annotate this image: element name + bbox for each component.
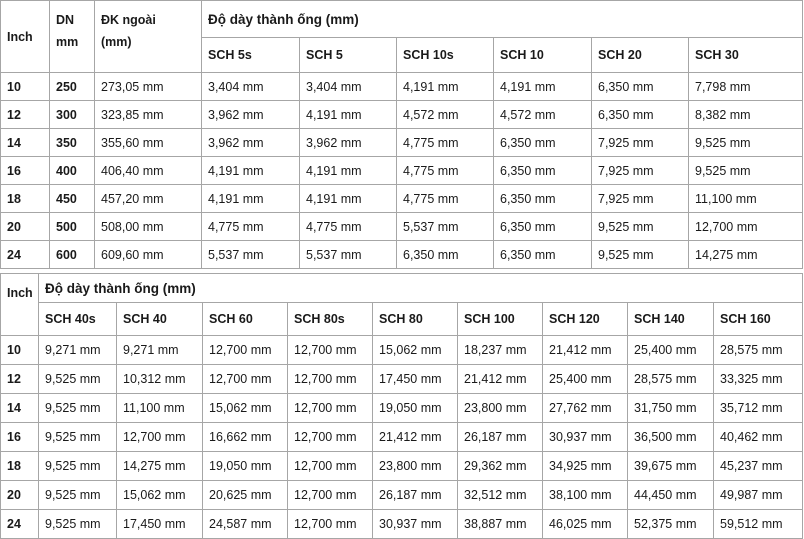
cell-thickness: 12,700 mm: [288, 336, 373, 365]
cell-thickness: 20,625 mm: [203, 481, 288, 510]
cell-thickness: 59,512 mm: [714, 510, 803, 539]
cell-thickness: 7,925 mm: [592, 157, 689, 185]
cell-thickness: 46,025 mm: [543, 510, 628, 539]
cell-inch: 14: [1, 129, 50, 157]
cell-thickness: 26,187 mm: [373, 481, 458, 510]
cell-thickness: 4,775 mm: [300, 213, 397, 241]
cell-thickness: 21,412 mm: [373, 423, 458, 452]
cell-thickness: 4,191 mm: [202, 157, 300, 185]
cell-inch: 14: [1, 394, 39, 423]
table-row: [1, 336, 803, 365]
cell-thickness: 17,450 mm: [117, 510, 203, 539]
cell-thickness: 4,191 mm: [300, 157, 397, 185]
cell-thickness: 4,775 mm: [397, 129, 494, 157]
cell-thickness: 9,525 mm: [592, 213, 689, 241]
cell-thickness: 23,800 mm: [458, 394, 543, 423]
cell-thickness: 32,512 mm: [458, 481, 543, 510]
cell-thickness: 35,712 mm: [714, 394, 803, 423]
pipe-thickness-table-2: [0, 273, 803, 539]
cell-thickness: 19,050 mm: [373, 394, 458, 423]
cell-thickness: 11,100 mm: [117, 394, 203, 423]
cell-thickness: 30,937 mm: [373, 510, 458, 539]
cell-inch: 18: [1, 185, 50, 213]
cell-thickness: 27,762 mm: [543, 394, 628, 423]
cell-outer-diameter: 323,85 mm: [95, 101, 202, 129]
cell-dn: 450: [50, 185, 95, 213]
header-sch: SCH 5: [300, 38, 397, 73]
table-row: [1, 452, 803, 481]
table-row: [1, 423, 803, 452]
group-title-thickness: Độ dày thành ống (mm): [39, 274, 803, 303]
cell-thickness: 9,525 mm: [689, 129, 803, 157]
cell-thickness: 23,800 mm: [373, 452, 458, 481]
header-sch: SCH 5s: [202, 38, 300, 73]
header-outer-diameter: [95, 1, 202, 73]
header-sch: SCH 140: [628, 303, 714, 336]
header-sch: SCH 100: [458, 303, 543, 336]
header-sch: SCH 160: [714, 303, 803, 336]
table-row: [1, 73, 803, 101]
cell-thickness: 25,400 mm: [628, 336, 714, 365]
pipe-thickness-table-1: [0, 0, 803, 269]
cell-thickness: 12,700 mm: [203, 336, 288, 365]
cell-thickness: 40,462 mm: [714, 423, 803, 452]
cell-thickness: 19,050 mm: [203, 452, 288, 481]
cell-thickness: 18,237 mm: [458, 336, 543, 365]
cell-dn: 250: [50, 73, 95, 101]
cell-thickness: 9,525 mm: [39, 423, 117, 452]
cell-thickness: 3,962 mm: [202, 101, 300, 129]
cell-thickness: 7,925 mm: [592, 129, 689, 157]
group-title-thickness: Độ dày thành ống (mm): [202, 1, 803, 38]
cell-inch: 24: [1, 241, 50, 269]
cell-inch: 20: [1, 213, 50, 241]
cell-thickness: 12,700 mm: [288, 481, 373, 510]
cell-thickness: 10,312 mm: [117, 365, 203, 394]
cell-inch: 24: [1, 510, 39, 539]
cell-dn: 500: [50, 213, 95, 241]
cell-thickness: 6,350 mm: [592, 73, 689, 101]
cell-thickness: 6,350 mm: [494, 185, 592, 213]
cell-inch: 10: [1, 73, 50, 101]
table-row: [1, 481, 803, 510]
cell-thickness: 44,450 mm: [628, 481, 714, 510]
cell-thickness: 6,350 mm: [494, 213, 592, 241]
cell-inch: 12: [1, 101, 50, 129]
cell-thickness: 3,962 mm: [300, 129, 397, 157]
cell-thickness: 14,275 mm: [689, 241, 803, 269]
cell-thickness: 9,525 mm: [689, 157, 803, 185]
cell-thickness: 6,350 mm: [494, 129, 592, 157]
cell-thickness: 5,537 mm: [397, 213, 494, 241]
cell-outer-diameter: 273,05 mm: [95, 73, 202, 101]
cell-thickness: 12,700 mm: [288, 452, 373, 481]
cell-thickness: 12,700 mm: [288, 365, 373, 394]
table-row: [1, 157, 803, 185]
cell-inch: 20: [1, 481, 39, 510]
cell-outer-diameter: 609,60 mm: [95, 241, 202, 269]
cell-thickness: 12,700 mm: [288, 510, 373, 539]
cell-dn: 350: [50, 129, 95, 157]
header-sch: SCH 40s: [39, 303, 117, 336]
header-od-line2: (mm): [101, 35, 132, 49]
cell-thickness: 4,572 mm: [397, 101, 494, 129]
cell-thickness: 9,525 mm: [592, 241, 689, 269]
cell-thickness: 36,500 mm: [628, 423, 714, 452]
cell-thickness: 12,700 mm: [203, 365, 288, 394]
cell-thickness: 7,925 mm: [592, 185, 689, 213]
cell-thickness: 3,404 mm: [300, 73, 397, 101]
cell-thickness: 6,350 mm: [397, 241, 494, 269]
cell-thickness: 15,062 mm: [203, 394, 288, 423]
cell-outer-diameter: 457,20 mm: [95, 185, 202, 213]
cell-thickness: 4,191 mm: [300, 101, 397, 129]
cell-thickness: 12,700 mm: [288, 423, 373, 452]
cell-thickness: 9,525 mm: [39, 394, 117, 423]
cell-thickness: 28,575 mm: [628, 365, 714, 394]
cell-thickness: 21,412 mm: [458, 365, 543, 394]
cell-thickness: 4,191 mm: [202, 185, 300, 213]
cell-thickness: 4,191 mm: [494, 73, 592, 101]
cell-thickness: 4,775 mm: [397, 157, 494, 185]
header-od-line1: ĐK ngoài: [101, 13, 156, 27]
cell-inch: 10: [1, 336, 39, 365]
header-inch: Inch: [1, 274, 39, 336]
cell-thickness: 16,662 mm: [203, 423, 288, 452]
header-dn: [50, 1, 95, 73]
cell-thickness: 9,525 mm: [39, 510, 117, 539]
cell-thickness: 5,537 mm: [300, 241, 397, 269]
table-row: [1, 101, 803, 129]
cell-thickness: 11,100 mm: [689, 185, 803, 213]
cell-thickness: 9,271 mm: [39, 336, 117, 365]
cell-outer-diameter: 355,60 mm: [95, 129, 202, 157]
table-row: [1, 185, 803, 213]
cell-thickness: 4,572 mm: [494, 101, 592, 129]
cell-thickness: 21,412 mm: [543, 336, 628, 365]
header-sch: SCH 20: [592, 38, 689, 73]
cell-thickness: 3,962 mm: [202, 129, 300, 157]
header-sch: SCH 80: [373, 303, 458, 336]
cell-thickness: 14,275 mm: [117, 452, 203, 481]
cell-thickness: 30,937 mm: [543, 423, 628, 452]
cell-dn: 400: [50, 157, 95, 185]
cell-thickness: 6,350 mm: [592, 101, 689, 129]
header-sch: SCH 10s: [397, 38, 494, 73]
cell-thickness: 9,525 mm: [39, 365, 117, 394]
cell-thickness: 7,798 mm: [689, 73, 803, 101]
cell-thickness: 8,382 mm: [689, 101, 803, 129]
table-row: [1, 129, 803, 157]
cell-thickness: 4,191 mm: [300, 185, 397, 213]
cell-dn: 600: [50, 241, 95, 269]
table-row: [1, 394, 803, 423]
cell-thickness: 29,362 mm: [458, 452, 543, 481]
header-dn-line1: DN: [56, 13, 75, 27]
header-inch: Inch: [1, 1, 50, 73]
cell-thickness: 6,350 mm: [494, 157, 592, 185]
header-sch: SCH 40: [117, 303, 203, 336]
cell-thickness: 17,450 mm: [373, 365, 458, 394]
header-dn-line2: mm: [56, 35, 79, 49]
header-sch: SCH 10: [494, 38, 592, 73]
header-sch: SCH 60: [203, 303, 288, 336]
table-row: [1, 365, 803, 394]
cell-thickness: 12,700 mm: [117, 423, 203, 452]
cell-thickness: 5,537 mm: [202, 241, 300, 269]
table-row: [1, 213, 803, 241]
cell-thickness: 15,062 mm: [117, 481, 203, 510]
cell-thickness: 4,775 mm: [202, 213, 300, 241]
cell-inch: 16: [1, 157, 50, 185]
cell-dn: 300: [50, 101, 95, 129]
cell-thickness: 28,575 mm: [714, 336, 803, 365]
cell-thickness: 6,350 mm: [494, 241, 592, 269]
cell-inch: 12: [1, 365, 39, 394]
cell-thickness: 33,325 mm: [714, 365, 803, 394]
cell-thickness: 3,404 mm: [202, 73, 300, 101]
cell-inch: 18: [1, 452, 39, 481]
cell-thickness: 49,987 mm: [714, 481, 803, 510]
cell-thickness: 26,187 mm: [458, 423, 543, 452]
header-sch: SCH 30: [689, 38, 803, 73]
cell-thickness: 12,700 mm: [288, 394, 373, 423]
cell-thickness: 15,062 mm: [373, 336, 458, 365]
cell-thickness: 39,675 mm: [628, 452, 714, 481]
cell-thickness: 4,775 mm: [397, 185, 494, 213]
cell-thickness: 25,400 mm: [543, 365, 628, 394]
cell-thickness: 38,887 mm: [458, 510, 543, 539]
cell-thickness: 24,587 mm: [203, 510, 288, 539]
cell-outer-diameter: 508,00 mm: [95, 213, 202, 241]
cell-thickness: 34,925 mm: [543, 452, 628, 481]
cell-thickness: 45,237 mm: [714, 452, 803, 481]
cell-thickness: 9,525 mm: [39, 481, 117, 510]
header-sch: SCH 80s: [288, 303, 373, 336]
header-sch: SCH 120: [543, 303, 628, 336]
cell-inch: 16: [1, 423, 39, 452]
table-row: [1, 241, 803, 269]
cell-thickness: 4,191 mm: [397, 73, 494, 101]
table-row: [1, 510, 803, 539]
cell-thickness: 12,700 mm: [689, 213, 803, 241]
cell-thickness: 31,750 mm: [628, 394, 714, 423]
cell-thickness: 9,271 mm: [117, 336, 203, 365]
cell-thickness: 9,525 mm: [39, 452, 117, 481]
cell-thickness: 38,100 mm: [543, 481, 628, 510]
cell-thickness: 52,375 mm: [628, 510, 714, 539]
cell-outer-diameter: 406,40 mm: [95, 157, 202, 185]
